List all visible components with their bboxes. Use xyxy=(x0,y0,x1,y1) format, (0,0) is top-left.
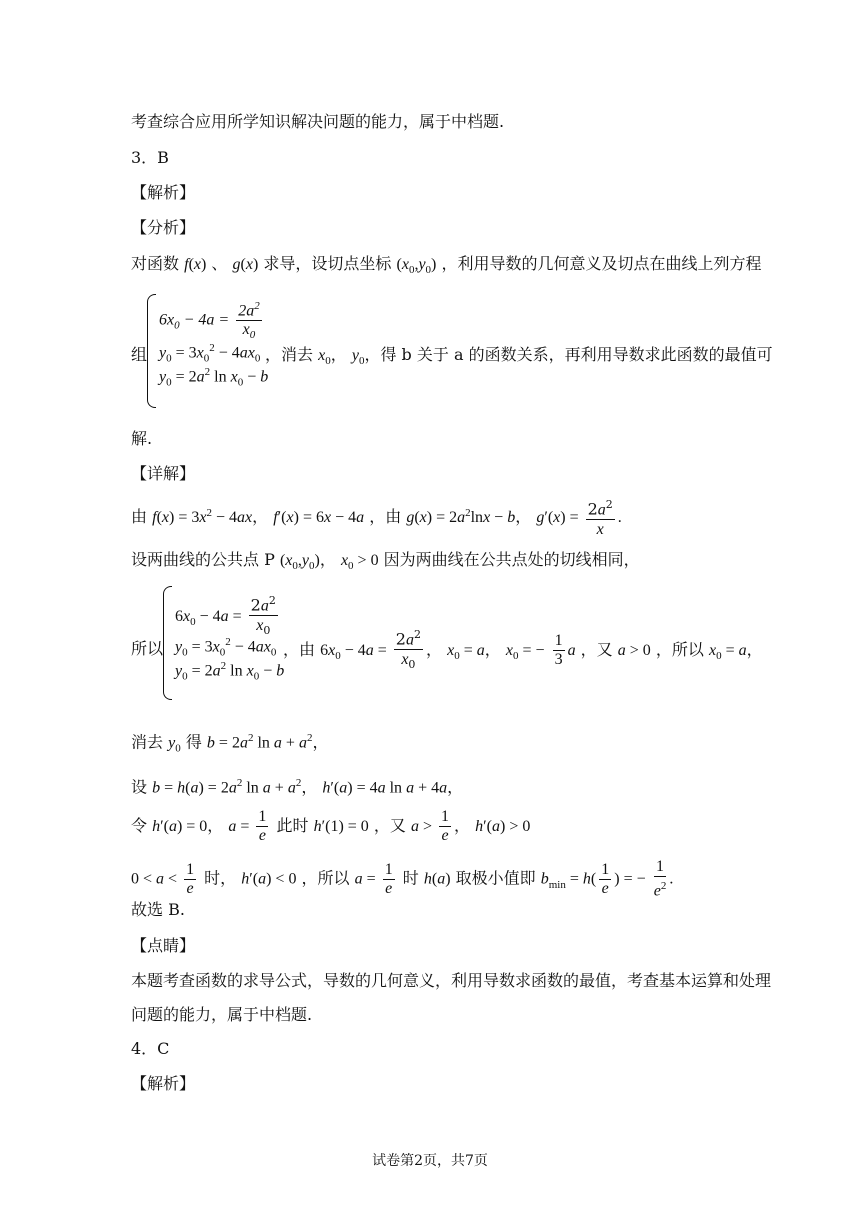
conclusion-line: 故选 B. xyxy=(131,900,185,919)
comment-line-2: 问题的能力，属于中档题. xyxy=(131,1005,313,1024)
detail-line-4: 设 $b = h(a) = 2a^2$ $\ln a + a^2$， h′(a) = 4a ln a + 4a， xyxy=(131,777,464,797)
equation-3: $y_0 = 2a^2$ $\ln x_0 - b$ xyxy=(175,660,285,683)
equation-3: $y_0 = 2a^2$ $\ln x_0 - b$ xyxy=(159,366,269,389)
page-footer: 试卷第2页，共7页 xyxy=(372,1153,488,1169)
suoyi-label: 所以 xyxy=(131,639,164,658)
equation-2: $y_0 = 3x_0^2 - 4ax_0$ xyxy=(159,342,261,365)
equation-system-1 xyxy=(131,292,771,412)
left-brace xyxy=(147,294,156,408)
detail-line-6: 0 < a < $\frac{1}{e}$ 时， h′(a) < 0 ，所以 a = $\frac{1}{e}$ 时 h(a) 取极小值即 $b_{min} = h$( $\frac{1}{e}$ ) = − $\frac{1}{e^2}$ . xyxy=(131,858,674,900)
answer-3: 3．B xyxy=(131,148,169,167)
equation-1: $6x_0 - 4a$ = $\frac{2a^2}{x_0}$ xyxy=(175,594,276,638)
fenxi-line: 对函数 f(x) 、 g(x) 求导，设切点坐标 $(x_0,y_0)$ ，利用导数的几何意义及切点在曲线上列方程 xyxy=(131,254,762,277)
detail-line-3: 消去 $y_0$ 得 $b = 2a^2$ $\ln a + a^2$， xyxy=(131,732,329,755)
detail-line-1: 由 $f(x) = 3x^2 - 4ax$， f′(x) = 6x − 4a ，由 $g(x) = 2a^2\ln x - b$， g′(x) = $\frac{2a^2}{x}$ . xyxy=(131,498,622,539)
detail-line-2: 设两曲线的公共点 P $(x_0,y_0)$， $x_0 > 0$ 因为两曲线在公共点处的切线相同， xyxy=(131,550,640,573)
equation-system-2 xyxy=(131,584,763,704)
section-dianjing: 【点睛】 xyxy=(131,936,196,955)
jie-line: 解. xyxy=(131,429,153,448)
text-line-1: 考查综合应用所学知识解决问题的能力，属于中档题. xyxy=(131,112,505,131)
system-2-tail: ，由 $6x_0 - 4a$ = $\frac{2a^2}{x_0}$ ， $x_0 = a$， $x_0$ = − $\frac{1}{3}$ a ，又 a > 0 ，所以 $x_0 = a$， xyxy=(283,628,763,672)
equation-1: $6x_0 - 4a$ = $\frac{2a^2}{x_0}$ xyxy=(159,297,265,345)
section-jiexi-2: 【解析】 xyxy=(131,1074,196,1093)
detail-line-5: 令 h′(a) = 0， a = $\frac{1}{e}$ 此时 h′(1) = 0 ，又 a > $\frac{1}{e}$ ， h′(a) > 0 xyxy=(131,808,531,844)
section-fenxi: 【分析】 xyxy=(131,218,196,237)
system-1-tail: ，消去 $x_0$， $y_0$，得 b 关于 a 的函数关系，再利用导数求此函数的最值可 xyxy=(265,345,773,368)
comment-line-1: 本题考查函数的求导公式，导数的几何意义，利用导数求函数的最值，考查基本运算和处理 xyxy=(131,971,772,990)
answer-4: 4．C xyxy=(131,1039,170,1058)
section-jiexi: 【解析】 xyxy=(131,183,196,202)
equation-2: $y_0 = 3x_0^2 - 4ax_0$ xyxy=(175,636,277,659)
left-brace xyxy=(163,586,172,700)
section-xiangjie: 【详解】 xyxy=(131,464,196,483)
zu-label: 组 xyxy=(131,345,148,364)
